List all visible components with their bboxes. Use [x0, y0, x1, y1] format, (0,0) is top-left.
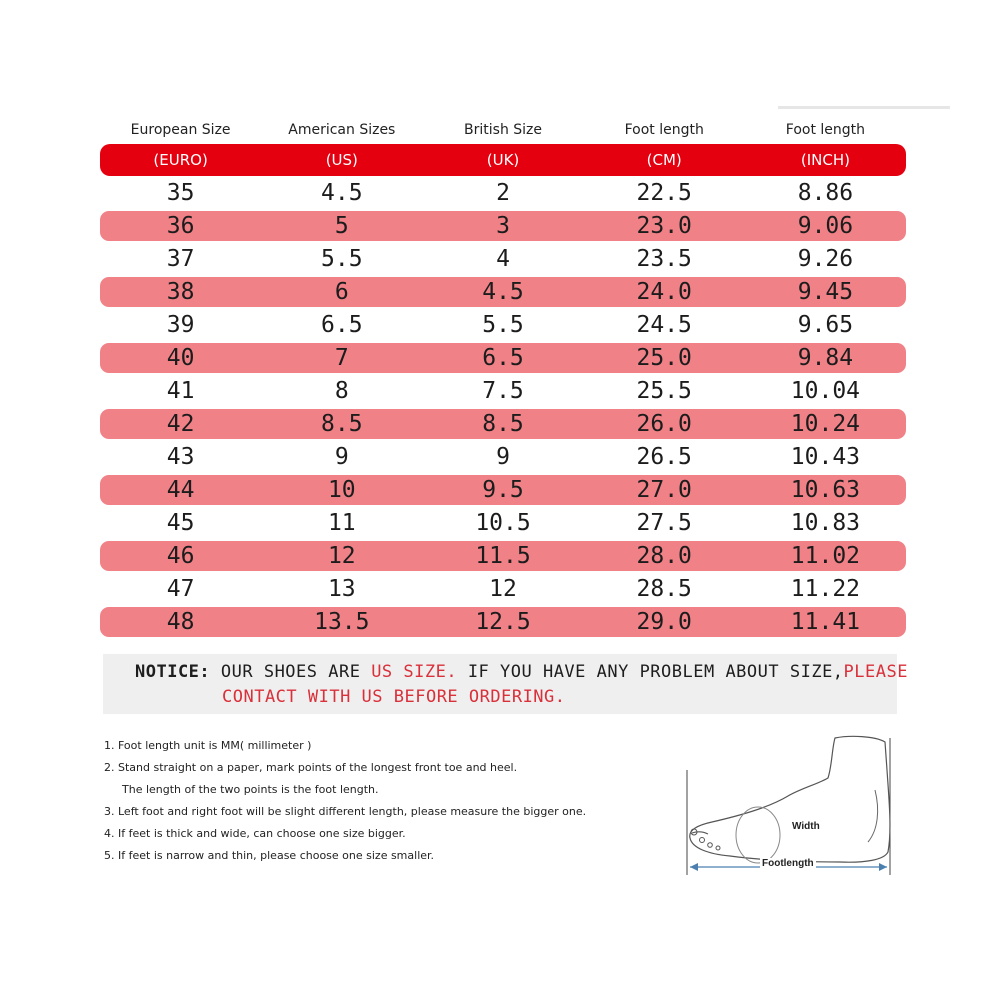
cell-uk: 5.5: [482, 312, 524, 338]
cell-us: 10: [327, 477, 356, 503]
toe-3: [708, 843, 713, 848]
cell-us: 6.5: [321, 312, 363, 338]
cell-inch: 9.65: [797, 312, 854, 338]
cell-euro: 37: [166, 246, 195, 272]
cell-inch: 10.83: [790, 510, 861, 536]
length-arrow-left: [690, 863, 698, 871]
cell-uk: 12.5: [475, 609, 531, 635]
cell-euro: 41: [166, 378, 195, 404]
table-row: [100, 508, 906, 538]
table-row: [100, 541, 906, 571]
cell-cm: 25.5: [636, 378, 692, 404]
notice-box: [103, 654, 908, 714]
cell-uk: 4: [496, 246, 510, 272]
cell-cm: 24.0: [636, 279, 692, 305]
cell-us: 6: [334, 279, 349, 305]
table-row: [100, 211, 906, 241]
cell-uk: 3: [496, 213, 510, 239]
cell-inch: 8.86: [797, 180, 854, 206]
cell-us: 13: [327, 576, 356, 602]
table-row: [100, 310, 906, 340]
notice-line-2: CONTACT WITH US BEFORE ORDERING.: [222, 687, 566, 707]
cell-uk: 7.5: [482, 378, 524, 404]
cell-inch: 9.26: [797, 246, 854, 272]
width-label: Width: [792, 821, 820, 832]
length-arrow-right: [879, 863, 887, 871]
cell-cm: 27.5: [636, 510, 692, 536]
cell-inch: 9.45: [797, 279, 854, 305]
unit-uk: (UK): [486, 151, 520, 169]
cell-inch: 11.22: [790, 576, 861, 602]
table-row: [100, 178, 906, 208]
cell-inch: 11.41: [790, 609, 861, 635]
table-row: [100, 277, 906, 307]
cell-cm: 29.0: [636, 609, 692, 635]
toe-line: [692, 832, 708, 834]
foot-outline: [690, 736, 890, 862]
cell-cm: 26.0: [636, 411, 692, 437]
heel-curve: [868, 790, 878, 842]
cell-us: 7: [334, 345, 349, 371]
notice-highlight-please: PLEASE: [843, 662, 908, 682]
cell-uk: 4.5: [482, 279, 524, 305]
cell-cm: 26.5: [636, 444, 692, 470]
cell-euro: 45: [166, 510, 195, 536]
cell-euro: 42: [166, 411, 195, 437]
cell-cm: 23.5: [636, 246, 692, 272]
cell-uk: 9.5: [482, 477, 524, 503]
unit-euro: (EURO): [153, 151, 208, 169]
cell-uk: 10.5: [475, 510, 531, 536]
table-row: [100, 409, 906, 439]
header-uk: British Size: [464, 122, 542, 138]
cell-us: 5: [334, 213, 349, 239]
notice-highlight-us-size: US SIZE.: [371, 662, 458, 682]
cell-uk: 9: [496, 444, 510, 470]
foot-length-label: Footlength: [762, 858, 814, 869]
cell-euro: 40: [166, 345, 195, 371]
toe-2: [700, 838, 705, 843]
notice-line-1: [135, 662, 908, 682]
foot-measure-diagram: [680, 730, 895, 880]
top-divider: [778, 106, 950, 109]
unit-inch: (INCH): [800, 151, 850, 169]
tip-2-continued: The length of the two points is the foot length.: [122, 783, 379, 796]
table-row: [100, 376, 906, 406]
cell-cm: 22.5: [636, 180, 692, 206]
table-row: [100, 343, 906, 373]
header-euro: European Size: [130, 122, 231, 138]
width-loop: [736, 807, 780, 863]
cell-inch: 9.06: [797, 213, 854, 239]
header-us: American Sizes: [288, 122, 396, 138]
cell-euro: 44: [166, 477, 195, 503]
cell-euro: 35: [166, 180, 195, 206]
cell-euro: 36: [166, 213, 195, 239]
tip-4: 4. If feet is thick and wide, can choose one size bigger.: [104, 827, 406, 840]
cell-inch: 10.24: [790, 411, 861, 437]
cell-cm: 28.5: [636, 576, 692, 602]
cell-inch: 9.84: [797, 345, 854, 371]
header-inch: Foot length: [785, 122, 866, 138]
cell-inch: 10.63: [790, 477, 861, 503]
cell-euro: 43: [166, 444, 195, 470]
cell-us: 13.5: [314, 609, 370, 635]
table-row: [100, 607, 906, 637]
cell-inch: 10.04: [790, 378, 861, 404]
cell-euro: 39: [166, 312, 195, 338]
cell-cm: 28.0: [636, 543, 692, 569]
table-row: [100, 574, 906, 604]
cell-uk: 2: [496, 180, 510, 206]
cell-us: 12: [327, 543, 356, 569]
cell-euro: 46: [166, 543, 195, 569]
notice-text-1: OUR SHOES ARE: [210, 662, 372, 682]
cell-uk: 6.5: [482, 345, 524, 371]
tip-1: 1. Foot length unit is MM( millimeter ): [104, 739, 312, 752]
cell-uk: 11.5: [475, 543, 531, 569]
cell-uk: 12: [489, 576, 517, 602]
cell-cm: 25.0: [636, 345, 692, 371]
tip-3: 3. Left foot and right foot will be slight different length, please measure the bigger one.: [104, 805, 587, 818]
cell-us: 8: [334, 378, 349, 404]
table-row: [100, 475, 906, 505]
cell-inch: 11.02: [790, 543, 861, 569]
cell-us: 5.5: [321, 246, 363, 272]
tip-2: 2. Stand straight on a paper, mark points of the longest front toe and heel.: [104, 761, 518, 774]
cell-euro: 47: [166, 576, 195, 602]
cell-cm: 27.0: [636, 477, 692, 503]
cell-us: 11: [327, 510, 356, 536]
column-headers: [100, 118, 906, 142]
measurement-tips: [104, 738, 664, 870]
cell-uk: 8.5: [482, 411, 524, 437]
cell-inch: 10.43: [790, 444, 861, 470]
cell-us: 4.5: [321, 180, 363, 206]
cell-euro: 38: [166, 279, 195, 305]
table-row: [100, 442, 906, 472]
cell-us: 8.5: [321, 411, 363, 437]
cell-euro: 48: [166, 609, 195, 635]
unit-header-bar: [100, 144, 906, 176]
notice-text-2: IF YOU HAVE ANY PROBLEM ABOUT SIZE,: [457, 662, 844, 682]
cell-cm: 24.5: [636, 312, 692, 338]
unit-cm: (CM): [646, 151, 682, 169]
tip-5: 5. If feet is narrow and thin, please choose one size smaller.: [104, 849, 435, 862]
table-row: [100, 244, 906, 274]
toe-4: [716, 846, 720, 850]
unit-us: (US): [325, 151, 358, 169]
notice-label: NOTICE:: [135, 662, 211, 682]
cell-cm: 23.0: [636, 213, 692, 239]
cell-us: 9: [334, 444, 349, 470]
size-table: [100, 178, 906, 640]
header-cm: Foot length: [624, 122, 704, 138]
